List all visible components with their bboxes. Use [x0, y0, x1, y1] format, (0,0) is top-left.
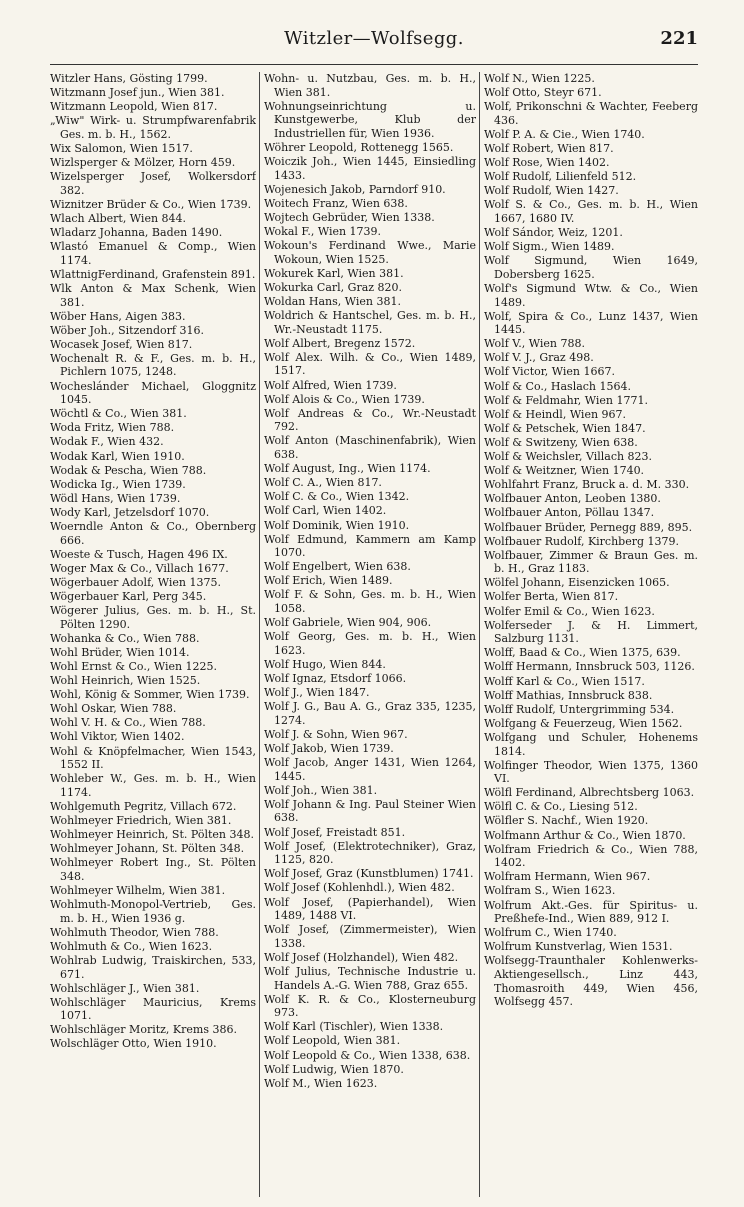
directory-entry: Wolf Ludwig, Wien 1870.	[264, 1062, 404, 1076]
directory-entry: Wolfram Hermann, Wien 967.	[484, 870, 651, 884]
directory-entry: Wolfer Berta, Wien 817.	[484, 590, 619, 604]
directory-entry: Wohlmeyer Friedrich, Wien 381.	[50, 813, 232, 827]
directory-entry: Wolf, Spira & Co., Lunz 1437, Wien 1445.	[484, 309, 698, 337]
directory-entry: Wolfgang & Feuerzeug, Wien 1562.	[484, 716, 683, 730]
directory-entry: Wolfrum C., Wien 1740.	[484, 926, 617, 940]
directory-entry: Wolf Josef, Graz (Kunstblumen) 1741.	[264, 867, 474, 881]
directory-entry: Wohl Brüder, Wien 1014.	[50, 645, 190, 659]
directory-entry: Wocasek Josef, Wien 817.	[50, 337, 193, 351]
directory-entry: Woitech Franz, Wien 638.	[264, 196, 408, 210]
directory-entry: Wolfbauer Rudolf, Kirchberg 1379.	[484, 534, 680, 548]
directory-entry: Wolf, Prikonschni & Wachter, Feeberg 436.	[484, 100, 698, 127]
directory-entry: Wolf F. & Sohn, Ges. m. b. H., Wien 1058.	[264, 588, 476, 616]
directory-entry: Wohlschläger Moritz, Krems 386.	[50, 1023, 237, 1037]
directory-entry: Wohlmuth Theodor, Wien 788.	[50, 925, 219, 939]
directory-entry: Wolfrum Kunstverlag, Wien 1531.	[484, 940, 673, 954]
directory-entry: Wolf V. J., Graz 498.	[484, 351, 594, 365]
column-middle	[264, 72, 476, 1197]
directory-entry: Wolf N., Wien 1225.	[484, 72, 595, 85]
directory-entry: Wolfgang und Schuler, Hohenems 1814.	[484, 730, 698, 758]
directory-entry: Wolf Edmund, Kammern am Kamp 1070.	[264, 532, 476, 560]
directory-entry: Wolf Carl, Wien 1402.	[264, 504, 387, 518]
directory-entry: Wolf Anton (Maschinenfabrik), Wien 638.	[264, 434, 476, 462]
directory-entry: Wolfbauer Brüder, Pernegg 889, 895.	[484, 520, 693, 534]
directory-entry: Wolf Ignaz, Etsdorf 1066.	[264, 672, 407, 686]
directory-entry: Wohlmuth-Monopol-Vertrieb, Ges. m. b. H., Wien 1936 g.	[50, 898, 256, 925]
directory-entry: Wödl Hans, Wien 1739.	[50, 491, 181, 505]
directory-entry: Wolf V., Wien 788.	[484, 337, 585, 351]
directory-entry: Wocheslánder Michael, Gloggnitz 1045.	[50, 379, 256, 407]
directory-entry: Wolfinger Theodor, Wien 1375, 1360 VI.	[484, 758, 698, 786]
directory-entry: Wohl, König & Sommer, Wien 1739.	[50, 688, 250, 702]
directory-entry: Wolf Karl (Tischler), Wien 1338.	[264, 1020, 444, 1034]
directory-entry: Wolf August, Ing., Wien 1174.	[264, 462, 431, 476]
directory-entry: Wolff Hermann, Innsbruck 503, 1126.	[484, 660, 695, 674]
directory-entry: Wolf P. A. & Cie., Wien 1740.	[484, 127, 645, 141]
directory-entry: Wlach Albert, Wien 844.	[50, 211, 187, 225]
directory-entry: Wolfer Emil & Co., Wien 1623.	[484, 604, 655, 618]
page-title: Witzler—Wolfsegg.	[284, 28, 464, 49]
directory-entry: Wizlsperger & Mölzer, Horn 459.	[50, 156, 236, 170]
directory-entry: Wolf Andreas & Co., Wr.-Neustadt 792.	[264, 406, 476, 434]
directory-entry: Wohlschläger Mauricius, Krems 1071.	[50, 995, 256, 1023]
directory-entry: WlattnigFerdinand, Grafenstein 891.	[50, 267, 256, 281]
directory-entry: Wohlmuth & Co., Wien 1623.	[50, 939, 213, 953]
directory-entry: Wolfbauer Anton, Pöllau 1347.	[484, 506, 655, 520]
directory-entry: Wöber Hans, Aigen 383.	[50, 309, 186, 323]
directory-entry: Wody Karl, Jetzelsdorf 1070.	[50, 505, 210, 519]
directory-entry: Wohleber W., Ges. m. b. H., Wien 1174.	[50, 772, 256, 799]
directory-entry: Wolf Alois & Co., Wien 1739.	[264, 392, 425, 406]
column-left	[50, 72, 256, 1197]
directory-entry: Wolf Jakob, Wien 1739.	[264, 742, 394, 755]
directory-entry: Wohlschläger J., Wien 381.	[50, 981, 200, 995]
directory-entry: Wolf Victor, Wien 1667.	[484, 365, 615, 379]
directory-entry: Woerndle Anton & Co., Obernberg 666.	[50, 520, 256, 547]
directory-entry: Wolf S. & Co., Ges. m. b. H., Wien 1667, 1680 IV.	[484, 198, 698, 225]
directory-entry: Wohn- u. Nutzbau, Ges. m. b. H., Wien 381.	[264, 72, 476, 99]
directory-entry: Wöhrer Leopold, Rottenegg 1565.	[264, 140, 454, 154]
directory-entry: Wojtech Gebrüder, Wien 1338.	[264, 210, 435, 224]
directory-entry: Wolf K. R. & Co., Klosterneuburg 973.	[264, 992, 476, 1020]
directory-entry: Wölfl Ferdinand, Albrechtsberg 1063.	[484, 786, 695, 800]
directory-entry: Wölfler S. Nachf., Wien 1920.	[484, 814, 649, 828]
directory-entry: Wohl Heinrich, Wien 1525.	[50, 674, 201, 688]
page-header	[50, 24, 698, 54]
directory-entry: Wolfram S., Wien 1623.	[484, 884, 616, 898]
directory-entry: Wolf M., Wien 1623.	[264, 1076, 378, 1090]
directory-entry: Wolschläger Otto, Wien 1910.	[50, 1037, 217, 1051]
directory-entry: Wohl V. H. & Co., Wien 788.	[50, 716, 206, 730]
directory-entry: Witzler Hans, Gösting 1799.	[50, 72, 208, 85]
directory-entry: Wlastó Emanuel & Comp., Wien 1174.	[50, 240, 256, 267]
directory-entry: Wolff Mathias, Innsbruck 838.	[484, 688, 653, 702]
directory-entry: Wögerbauer Adolf, Wien 1375.	[50, 575, 221, 589]
directory-entry: Wohlrab Ludwig, Traiskirchen, 533, 671.	[50, 953, 256, 981]
directory-entry: Wolferseder J. & H. Limmert, Salzburg 1131.	[484, 618, 698, 646]
directory-entry: Wögerbauer Karl, Perg 345.	[50, 589, 207, 603]
directory-entry: Woldan Hans, Wien 381.	[264, 295, 401, 308]
directory-entry: Woda Fritz, Wien 788.	[50, 421, 175, 435]
directory-entry: Wohanka & Co., Wien 788.	[50, 631, 200, 645]
directory-entry: Wolff Karl & Co., Wien 1517.	[484, 674, 645, 688]
directory-entry: Witzmann Josef jun., Wien 381.	[50, 86, 225, 100]
directory-entry: Wolf Josef, (Elektrotechniker), Graz, 1125, 820.	[264, 839, 476, 867]
directory-entry: Wolf & Weitzner, Wien 1740.	[484, 464, 645, 478]
directory-entry: Wölfl C. & Co., Liesing 512.	[484, 800, 638, 814]
directory-entry: Wolf Otto, Steyr 671.	[484, 86, 602, 100]
directory-entry: Witzmann Leopold, Wien 817.	[50, 100, 218, 114]
directory-entry: Wohlfahrt Franz, Bruck a. d. M. 330.	[484, 478, 690, 492]
directory-entry: Wolfrum Akt.-Ges. für Spiritus- u. Preßhefe-Ind., Wien 889, 912 I.	[484, 898, 698, 926]
directory-entry: Wix Salomon, Wien 1517.	[50, 141, 193, 155]
directory-entry: Wohnungseinrichtung u. Kunstgewerbe, Klub der Industriellen für, Wien 1936.	[264, 99, 476, 140]
column-right	[484, 72, 698, 1197]
page-number: 221	[660, 28, 698, 49]
directory-entry: Wohlmeyer Heinrich, St. Pölten 348.	[50, 828, 254, 842]
directory-entry: Wolf J. G., Bau A. G., Graz 335, 1235, 1274.	[264, 700, 476, 727]
directory-entry: Wolf J., Wien 1847.	[264, 686, 370, 700]
directory-entry: Wolf Sándor, Weiz, 1201.	[484, 226, 623, 240]
directory-columns	[50, 72, 698, 1197]
directory-entry: „Wiw" Wirk- u. Strumpfwarenfabrik Ges. m. b. H., 1562.	[50, 114, 256, 141]
directory-entry: Wolf Josef, Freistadt 851.	[264, 825, 406, 839]
directory-entry: Wolf Rudolf, Lilienfeld 512.	[484, 170, 637, 184]
directory-entry: Wolf Alex. Wilh. & Co., Wien 1489, 1517.	[264, 350, 476, 378]
directory-entry: Wolff, Baad & Co., Wien 1375, 639.	[484, 646, 681, 660]
directory-entry: Wodak & Pescha, Wien 788.	[50, 463, 207, 477]
directory-entry: Wolf Leopold, Wien 381.	[264, 1034, 401, 1048]
directory-entry: Wochenalt R. & F., Ges. m. b. H., Pichlern 1075, 1248.	[50, 351, 256, 379]
directory-entry: Woger Max & Co., Villach 1677.	[50, 561, 229, 575]
directory-entry: Wodak F., Wien 432.	[50, 435, 164, 449]
directory-entry: Wolf C. & Co., Wien 1342.	[264, 490, 410, 504]
directory-entry: Woiczik Joh., Wien 1445, Einsiedling 1433.	[264, 155, 476, 182]
directory-entry: Wojenesich Jakob, Parndorf 910.	[264, 182, 446, 196]
directory-entry: Wolf C. A., Wien 817.	[264, 476, 382, 490]
directory-entry: Wolf Robert, Wien 817.	[484, 141, 614, 155]
directory-entry: Wolf Julius, Technische Industrie u. Handels A.-G. Wien 788, Graz 655.	[264, 965, 476, 992]
directory-entry: Wokurek Karl, Wien 381.	[264, 266, 404, 280]
directory-entry: Wlk Anton & Max Schenk, Wien 381.	[50, 281, 256, 309]
directory-entry: Wolf Josef (Kohlenhdl.), Wien 482.	[264, 881, 455, 895]
directory-entry: Wizelsperger Josef, Wolkersdorf 382.	[50, 170, 256, 197]
directory-entry: Wöchtl & Co., Wien 381.	[50, 407, 187, 421]
directory-entry: Wolf & Co., Haslach 1564.	[484, 379, 631, 393]
column-divider	[479, 72, 480, 1197]
directory-entry: Wolf & Weichsler, Villach 823.	[484, 450, 653, 464]
directory-entry: Wolf Georg, Ges. m. b. H., Wien 1623.	[264, 630, 476, 657]
directory-entry: Wohlmeyer Wilhelm, Wien 381.	[50, 883, 226, 897]
directory-entry: Woeste & Tusch, Hagen 496 IX.	[50, 547, 228, 561]
directory-entry: Wölfel Johann, Eisenzicken 1065.	[484, 576, 670, 590]
directory-entry: Wolf Rose, Wien 1402.	[484, 156, 610, 170]
directory-entry: Wolf Josef, (Papierhandel), Wien 1489, 1488 VI.	[264, 895, 476, 923]
directory-entry: Wolf Johann & Ing. Paul Steiner Wien 638.	[264, 797, 476, 825]
directory-entry: Wohl Oskar, Wien 788.	[50, 702, 177, 716]
directory-entry: Wolf Sigmund, Wien 1649, Dobersberg 1625.	[484, 254, 698, 281]
directory-entry: Wiznitzer Brüder & Co., Wien 1739.	[50, 197, 252, 211]
directory-entry: Wolf J. & Sohn, Wien 967.	[264, 727, 408, 741]
directory-entry: Wolfsegg-Traunthaler Kohlenwerks-Aktiengesellsch., Linz 443, Thomasroith 449, Wien 456, Wolfsegg 457.	[484, 954, 698, 1009]
directory-entry: Wodicka Ig., Wien 1739.	[50, 477, 186, 491]
directory-entry: Wolf & Heindl, Wien 967.	[484, 407, 627, 421]
directory-entry: Wokal F., Wien 1739.	[264, 225, 382, 239]
directory-entry: Wohlmeyer Robert Ing., St. Pölten 348.	[50, 856, 256, 883]
directory-entry: Wolf & Petschek, Wien 1847.	[484, 421, 646, 435]
directory-entry: Wohl Ernst & Co., Wien 1225.	[50, 659, 218, 673]
directory-entry: Wolfbauer, Zimmer & Braun Ges. m. b. H., Graz 1183.	[484, 548, 698, 576]
directory-entry: Wodak Karl, Wien 1910.	[50, 449, 185, 463]
directory-entry: Wohlgemuth Pegritz, Villach 672.	[50, 799, 237, 813]
directory-entry: Wolf Leopold & Co., Wien 1338, 638.	[264, 1048, 471, 1062]
directory-entry: Wohlmeyer Johann, St. Pölten 348.	[50, 842, 245, 856]
directory-entry: Wolf Joh., Wien 381.	[264, 783, 378, 797]
directory-entry: Wolfmann Arthur & Co., Wien 1870.	[484, 828, 686, 842]
directory-entry: Wolfbauer Anton, Leoben 1380.	[484, 492, 661, 506]
directory-entry: Wöber Joh., Sitzendorf 316.	[50, 323, 204, 337]
directory-entry: Wolf Sigm., Wien 1489.	[484, 240, 615, 254]
directory-entry: Wokoun's Ferdinand Wwe., Marie Wokoun, Wien 1525.	[264, 239, 476, 266]
directory-entry: Wolfram Friedrich & Co., Wien 788, 1402.	[484, 842, 698, 870]
column-divider	[259, 72, 260, 1197]
directory-entry: Wladarz Johanna, Baden 1490.	[50, 226, 223, 240]
directory-entry: Wolf Josef (Holzhandel), Wien 482.	[264, 950, 459, 964]
directory-entry: Wolf Albert, Bregenz 1572.	[264, 336, 416, 350]
directory-entry: Wolf Rudolf, Wien 1427.	[484, 184, 619, 198]
directory-entry: Wolf Engelbert, Wien 638.	[264, 560, 411, 574]
directory-entry: Wohl & Knöpfelmacher, Wien 1543, 1552 II.	[50, 744, 256, 772]
directory-entry: Wolff Rudolf, Untergrimming 534.	[484, 702, 675, 716]
directory-entry: Wolf Dominik, Wien 1910.	[264, 518, 410, 532]
directory-entry: Wolf Hugo, Wien 844.	[264, 657, 386, 671]
directory-entry: Woldrich & Hantschel, Ges. m. b. H., Wr.-Neustadt 1175.	[264, 309, 476, 336]
directory-entry: Wolf & Feldmahr, Wien 1771.	[484, 393, 648, 407]
directory-entry: Wögerer Julius, Ges. m. b. H., St. Pölten 1290.	[50, 604, 256, 631]
directory-entry: Wolf Erich, Wien 1489.	[264, 574, 393, 588]
directory-entry: Wokurka Carl, Graz 820.	[264, 280, 403, 294]
directory-entry: Wolf Jacob, Anger 1431, Wien 1264, 1445.	[264, 756, 476, 783]
header-rule	[50, 64, 698, 65]
directory-entry: Wohl Viktor, Wien 1402.	[50, 730, 185, 744]
directory-entry: Wolf Gabriele, Wien 904, 906.	[264, 616, 432, 630]
directory-entry: Wolf & Switzeny, Wien 638.	[484, 435, 638, 449]
directory-entry: Wolf Alfred, Wien 1739.	[264, 378, 397, 392]
directory-entry: Wolf Josef, (Zimmermeister), Wien 1338.	[264, 923, 476, 950]
directory-entry: Wolf's Sigmund Wtw. & Co., Wien 1489.	[484, 281, 698, 309]
